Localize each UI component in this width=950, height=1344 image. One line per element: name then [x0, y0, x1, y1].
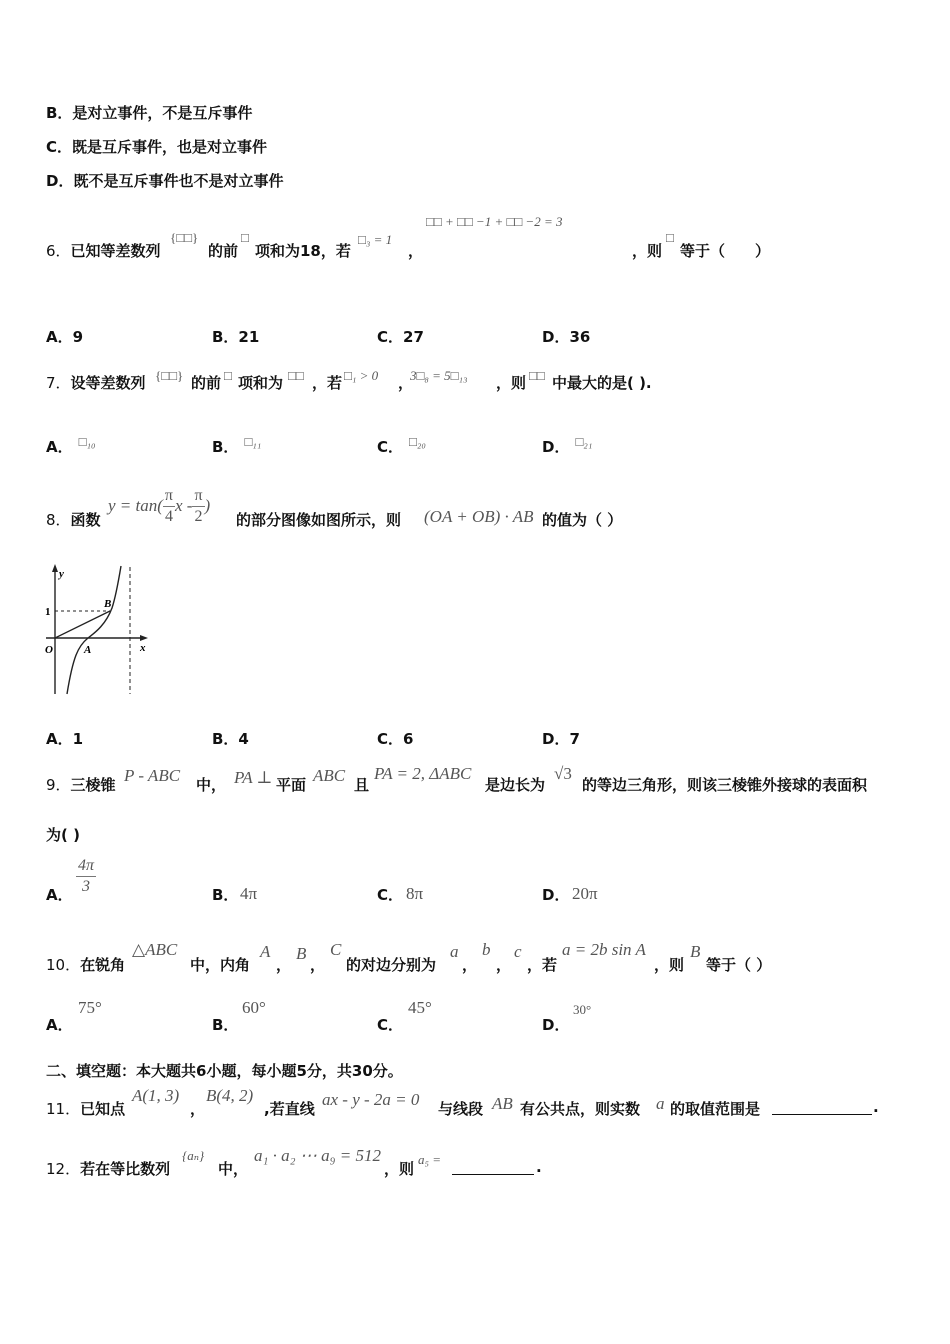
q8-option-b: B．4	[212, 730, 249, 748]
q8-label-B: B	[104, 598, 112, 610]
q9-option-d-label: D．	[542, 886, 570, 904]
q12-stem	[46, 1158, 170, 1179]
q9-condition: PA = 2, ΔABC	[374, 764, 472, 783]
q9-text-3: 平面	[276, 776, 307, 794]
q9-option-c-label: C．	[377, 886, 404, 904]
q11-answer-blank[interactable]	[772, 1098, 872, 1119]
q10-option-a-value: 75°	[78, 998, 102, 1017]
q9-pyramid: P - ABC	[124, 766, 181, 785]
q7-option-c-label: C．	[377, 438, 404, 456]
q10-option-b-value: 60°	[242, 998, 266, 1017]
q7-text-3: 项和为	[238, 374, 284, 392]
q7-text-4: ，若	[312, 374, 343, 392]
q11-text-2: ,若直线	[264, 1100, 315, 1118]
q5-option-b: B．是对立事件，不是互斥事件	[46, 104, 253, 122]
q8-text-1: 函数	[70, 511, 101, 529]
q8-number: 8．	[46, 511, 71, 529]
q7-option-d-label: D．	[542, 438, 570, 456]
q8-label-O: O	[45, 644, 53, 656]
q7-text-2: 的前	[191, 374, 222, 392]
q10-text-3: 的对边分别为	[346, 956, 437, 974]
q11-end: .	[873, 1098, 879, 1116]
q11-point-B: B(4, 2)	[206, 1086, 254, 1105]
q9-option-a-value	[76, 856, 96, 897]
q10-comma-1: ，	[276, 956, 292, 974]
q10-comma-3: ，	[462, 956, 478, 974]
q8-frac-2-den: 2	[194, 508, 203, 525]
q10-A: A	[260, 942, 271, 961]
q6-text-1: 已知等差数列	[70, 242, 161, 260]
q10-C: C	[330, 940, 342, 959]
q7-comma: ，	[398, 374, 414, 392]
q10-option-c-label: C．	[377, 1016, 404, 1034]
q10-text-5: ，则	[654, 956, 685, 974]
q8-x-arrow-icon	[140, 635, 148, 641]
q11-a: a	[656, 1094, 665, 1113]
q10-text-1: 在锐角	[80, 956, 126, 974]
q10-option-b-label: B．	[212, 1016, 239, 1034]
q10-a: a	[450, 942, 459, 961]
q7-number: 7．	[46, 374, 71, 392]
q6-comma: ，	[408, 242, 424, 260]
q6-sequence: {□□}	[170, 230, 199, 245]
q7-option-d-value: □₂₁	[575, 434, 593, 449]
q7-stem	[46, 372, 146, 393]
q9-text-4: 且	[354, 776, 370, 794]
q6-stem	[46, 240, 161, 261]
q7-sequence: {□□}	[155, 368, 184, 383]
q7-option-c-value: □₂₀	[409, 434, 426, 449]
q7-condition-1: □₁ > 0	[344, 368, 379, 383]
q8-tan-graph	[40, 562, 150, 698]
q9-option-c-value: 8π	[406, 884, 424, 903]
q8-func-end: )	[204, 496, 211, 515]
q8-text-3: 的值为（ ）	[542, 511, 623, 529]
q9-text-2: 中，	[196, 776, 227, 794]
q8-frac-1	[163, 486, 175, 527]
q10-comma-2: ，	[310, 956, 326, 974]
q8-stem	[46, 509, 101, 530]
q7-text-5: ，则	[496, 374, 527, 392]
q9-text-1: 三棱锥	[70, 776, 116, 794]
q7-option-c	[377, 436, 426, 457]
q7-option-a-label: A．	[46, 438, 73, 456]
q6-option-c: C．27	[377, 328, 424, 346]
q9-text-6: 的等边三角形，则该三棱锥外接球的表面积	[582, 776, 868, 794]
q12-answer-blank[interactable]	[452, 1158, 534, 1179]
q8-segment-OB	[55, 611, 110, 638]
q9-plane: ABC	[313, 766, 346, 785]
section-heading: 二、填空题：本大题共6小题，每小题5分，共30分。	[46, 1062, 403, 1080]
q11-number: 11．	[46, 1100, 81, 1118]
q7-text-1: 设等差数列	[70, 374, 146, 392]
q6-condition-2: □□ + □□ −1 + □□ −2 = 3	[426, 214, 563, 229]
q8-option-a: A．1	[46, 730, 84, 748]
q7-option-d	[542, 436, 592, 457]
q7-option-a-value: □₁₀	[78, 434, 96, 449]
q8-label-x: x	[140, 642, 146, 654]
q8-label-one: 1	[45, 606, 51, 618]
q5-option-d: D．既不是互斥事件也不是对立事件	[46, 172, 284, 190]
q8-tan-curve	[67, 566, 121, 694]
q12-text-1: 若在等比数列	[80, 1160, 171, 1178]
q11-line-eq: ax - y - 2a = 0	[322, 1090, 420, 1109]
q12-text-2: 中，	[218, 1160, 249, 1178]
q9-option-d-value: 20π	[572, 884, 598, 903]
q8-frac-1-num: π	[163, 486, 175, 507]
q7-option-a	[46, 436, 96, 457]
q11-text-1: 已知点	[80, 1100, 126, 1118]
q6-text-3: 项和为18，若	[255, 242, 351, 260]
q10-B: B	[296, 944, 307, 963]
q9-text-5: 是边长为	[485, 776, 546, 794]
q7-option-b	[212, 436, 261, 457]
q8-expression: (OA + OB) · AB	[424, 507, 534, 526]
q10-option-d-value: 30°	[573, 1002, 592, 1017]
q10-option-a-label: A．	[46, 1016, 73, 1034]
q8-option-c: C．6	[377, 730, 414, 748]
q12-sequence: {aₙ}	[182, 1148, 205, 1163]
q11-text-4: 有公共点，则实数	[520, 1100, 641, 1118]
q10-number: 10．	[46, 956, 81, 974]
q8-func-y: y = tan(	[108, 496, 163, 515]
q10-text-2: 中，内角	[190, 956, 251, 974]
q9-perp: PA ⊥	[234, 768, 273, 787]
q6-condition-1: □₃ = 1	[358, 232, 393, 247]
q10-text-4: ，若	[527, 956, 558, 974]
q10-triangle: △ABC	[132, 940, 178, 959]
q12-product: a₁ · a₂ ⋯ a₉ = 512	[254, 1146, 381, 1165]
q8-frac-2-num: π	[192, 486, 204, 507]
q5-option-c: C．既是互斥事件，也是对立事件	[46, 138, 268, 156]
q9-option-b-value: 4π	[240, 884, 258, 903]
q6-text-2: 的前	[208, 242, 239, 260]
q10-option-c-value: 45°	[408, 998, 432, 1017]
q10-option-d-label: D．	[542, 1016, 570, 1034]
q6-box-n: □	[241, 230, 249, 245]
q9-number: 9．	[46, 776, 71, 794]
q7-sn-2: □□	[529, 368, 545, 383]
q8-function	[108, 486, 210, 527]
q10-b: b	[482, 940, 491, 959]
q12-end: .	[536, 1158, 542, 1176]
q7-condition-2: 3□₈ = 5□₁₃	[410, 368, 468, 383]
q9-sqrt3: √3	[554, 764, 572, 783]
q10-B-2: B	[690, 942, 701, 961]
q8-text-2: 的部分图像如图所示，则	[236, 511, 402, 529]
q6-box-n-2: □	[666, 230, 674, 245]
q10-c: c	[514, 942, 522, 961]
q6-text-5: 等于（ ）	[680, 242, 771, 260]
q11-text-3: 与线段	[438, 1100, 484, 1118]
q12-a5: a₅ =	[418, 1152, 442, 1167]
q9-option-a-frac	[76, 856, 96, 897]
q9-stem	[46, 774, 116, 795]
q8-frac-2	[192, 486, 204, 527]
q7-sn: □□	[288, 368, 304, 383]
q8-label-A: A	[84, 644, 92, 656]
q10-equation: a = 2b sin A	[562, 940, 646, 959]
q6-option-b: B．21	[212, 328, 260, 346]
q8-option-d: D．7	[542, 730, 580, 748]
q11-segment-AB: AB	[492, 1094, 513, 1113]
q6-option-a: A．9	[46, 328, 84, 346]
q11-stem	[46, 1098, 125, 1119]
q6-option-d: D．36	[542, 328, 591, 346]
q9-option-a-label: A．	[46, 886, 73, 904]
q12-number: 12．	[46, 1160, 81, 1178]
q9-option-a-num: 4π	[76, 856, 96, 877]
q7-text-6: 中最大的是( ).	[552, 374, 652, 392]
q8-frac-1-den: 4	[164, 508, 173, 525]
q9-text-7: 为( )	[46, 826, 80, 844]
q9-option-a-den: 3	[82, 878, 90, 895]
q10-text-6: 等于（ ）	[706, 956, 772, 974]
q8-y-arrow-icon	[52, 564, 58, 572]
q12-text-3: ，则	[384, 1160, 415, 1178]
q11-text-5: 的取值范围是	[670, 1100, 761, 1118]
q7-option-b-value: □₁₁	[244, 434, 262, 449]
q8-label-y: y	[59, 568, 64, 580]
q7-box-n: □	[224, 368, 232, 383]
q9-option-b-label: B．	[212, 886, 239, 904]
q11-comma: ，	[190, 1100, 206, 1118]
q6-text-4: ，则	[632, 242, 663, 260]
q7-option-b-label: B．	[212, 438, 239, 456]
q10-comma-4: ，	[496, 956, 512, 974]
q6-number: 6．	[46, 242, 71, 260]
q11-point-A: A(1, 3)	[132, 1086, 180, 1105]
q8-func-mid: x -	[174, 496, 193, 515]
q10-stem	[46, 954, 125, 975]
